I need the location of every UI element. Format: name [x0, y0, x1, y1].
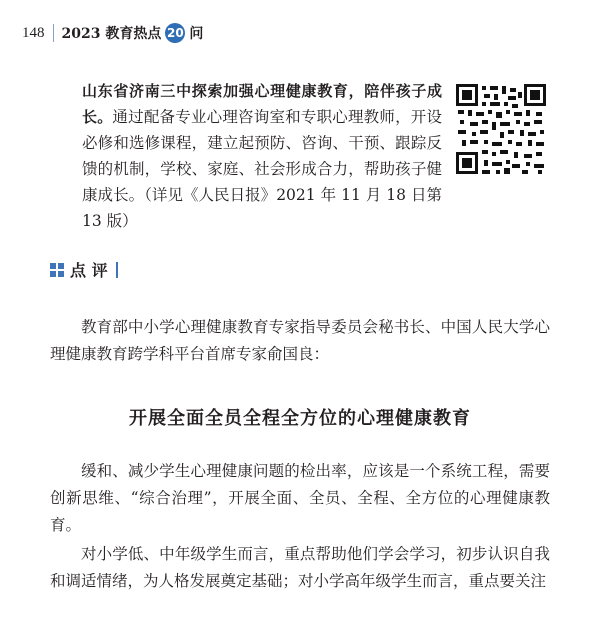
comment-intro: [50, 314, 550, 368]
comment-section-label: 点 评: [70, 261, 108, 280]
case-summary: [82, 78, 442, 234]
article-paragraph: 对小学低、中年级学生而言，重点帮助他们学会学习，初步认识自我和调适情绪，为人格发展奠定基础；对小学高年级学生而言，重点要关注: [50, 545, 550, 590]
header-divider: [53, 24, 54, 42]
case-text: 通过配备专业心理咨询室和专职心理教师，开设必修和选修课程，建立起预防、咨询、干预、跟踪反馈的机制，学校、家庭、社会形成合力，帮助孩子健康成长。（详见《人民日报》2021 年 11 月 18 日第 13 版）: [82, 108, 442, 230]
qr-code-icon[interactable]: [456, 84, 546, 174]
running-title: [62, 23, 204, 43]
case-lead: 山东省济南三中探索加强心理健康教育，陪伴孩子成长。: [82, 82, 442, 126]
page-header: [22, 22, 203, 44]
running-title-prefix: 2023 教育热点: [61, 26, 162, 42]
running-title-suffix: 问: [189, 26, 204, 42]
section-bar-icon: [116, 262, 118, 278]
square-grid-icon: [50, 263, 64, 277]
article-body: [50, 458, 550, 595]
comment-intro-text: 教育部中小学心理健康教育专家指导委员会秘书长、中国人民大学心理健康教育跨学科平台首席专家俞国良：: [50, 318, 550, 363]
comment-section-heading: [50, 258, 118, 281]
article-title: 开展全面全员全程全方位的心理健康教育: [129, 408, 471, 429]
article-paragraph: 缓和、减少学生心理健康问题的检出率，应该是一个系统工程，需要创新思维、“综合治理”，开展全面、全员、全程、全方位的心理健康教育。: [50, 462, 550, 534]
page-number: 148: [22, 24, 45, 41]
running-title-badge: 20: [165, 23, 185, 43]
